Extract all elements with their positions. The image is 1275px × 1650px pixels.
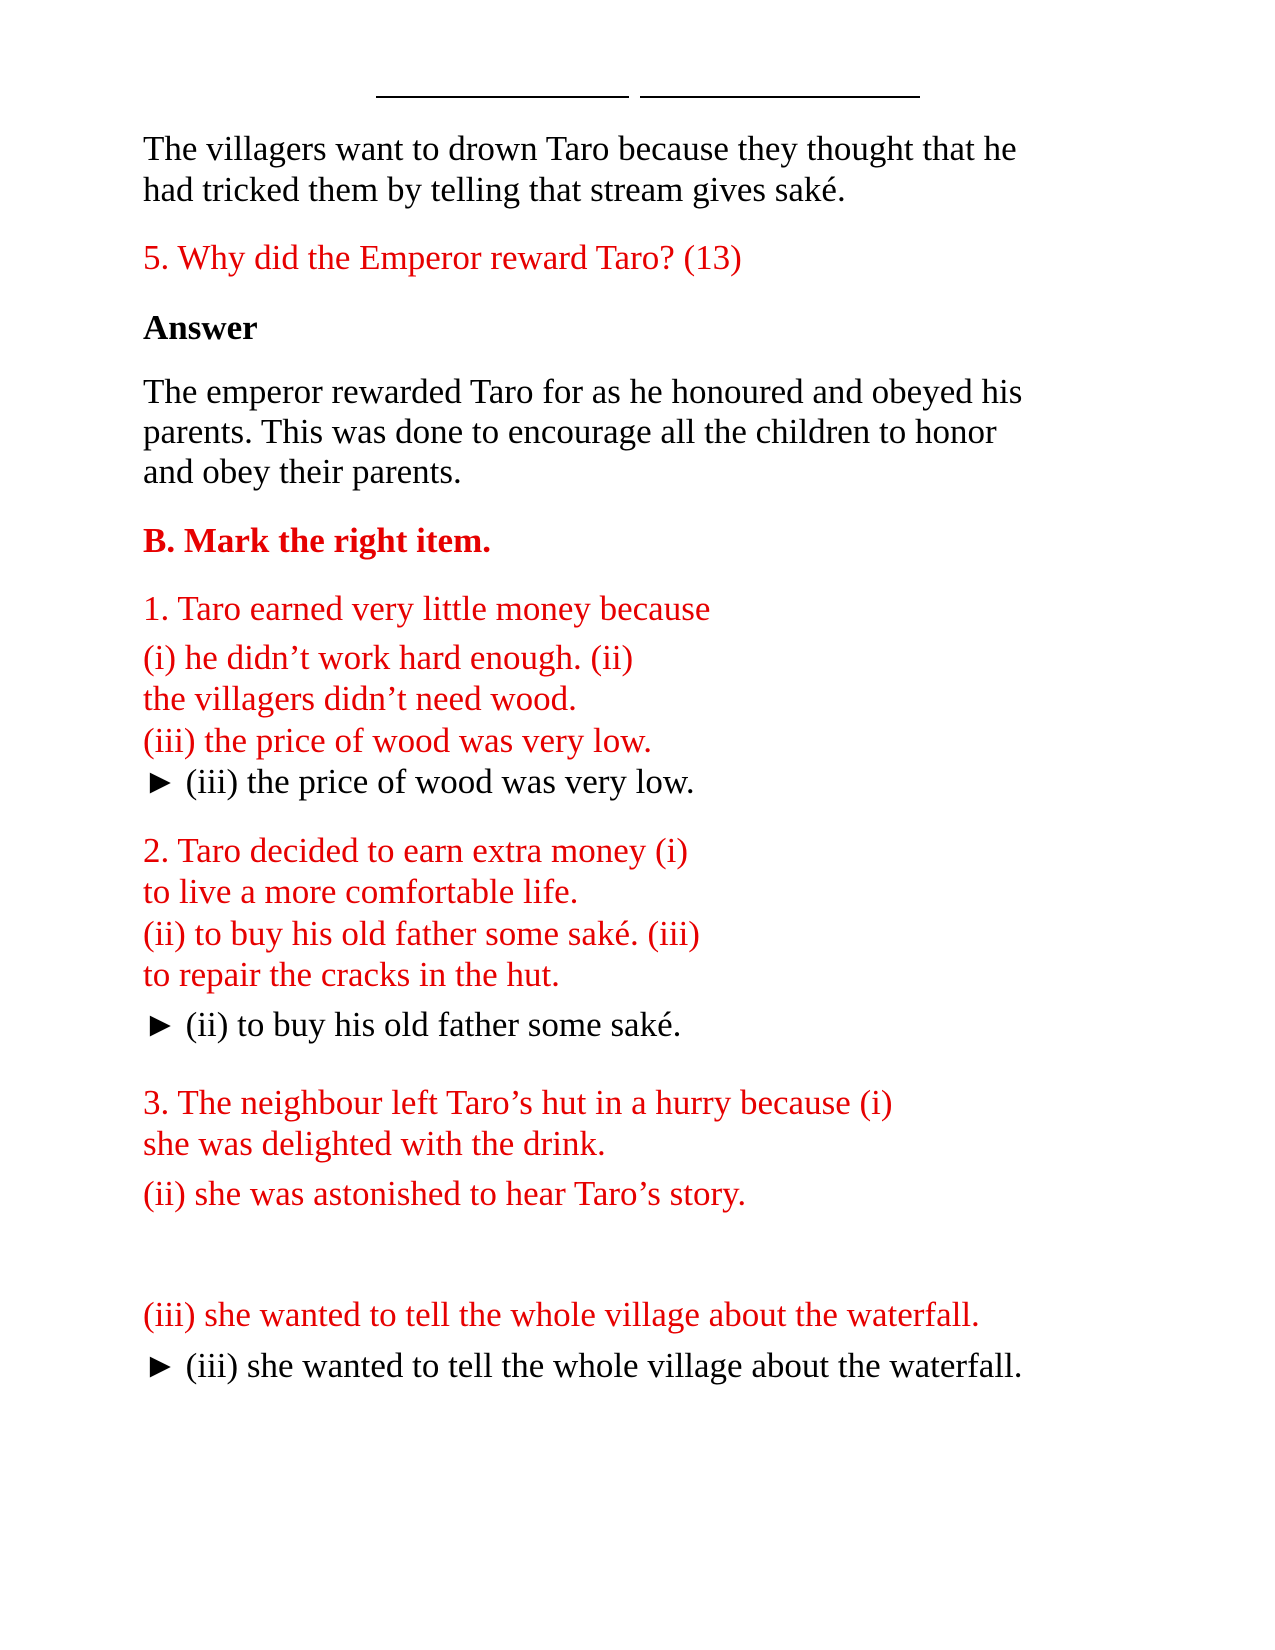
item-1-answer <box>143 761 695 803</box>
item-3-line-4: (iii) she wanted to tell the whole village about the waterfall. <box>143 1295 980 1334</box>
item-1-line-2: (i) he didn’t work hard enough. (ii) <box>143 638 634 677</box>
item-1-line-1: 1. Taro earned very little money because <box>143 589 711 628</box>
item-2-answer-text: (ii) to buy his old father some saké. <box>185 1005 682 1044</box>
item-2-line-2: to live a more comfortable life. <box>143 872 579 911</box>
item-2-line-4: to repair the cracks in the hut. <box>143 955 560 994</box>
answer-5-line-1: The emperor rewarded Taro for as he honoured and obeyed his <box>143 372 1023 411</box>
item-1-line-3: the villagers didn’t need wood. <box>143 679 577 718</box>
answer-5-line-3: and obey their parents. <box>143 452 462 491</box>
item-2-line-1: 2. Taro decided to earn extra money (i) <box>143 831 689 870</box>
item-1-line-4: (iii) the price of wood was very low. <box>143 721 652 760</box>
item-2-line-3: (ii) to buy his old father some saké. (iii) <box>143 914 700 953</box>
prev-answer-line-2: had tricked them by telling that stream gives saké. <box>143 170 846 209</box>
item-3-answer-text: (iii) she wanted to tell the whole village about the waterfall. <box>185 1346 1023 1385</box>
section-b-heading: B. Mark the right item. <box>143 521 491 560</box>
prev-answer-line-1: The villagers want to drown Taro because they thought that he <box>143 129 1017 168</box>
item-2-answer <box>143 1004 681 1046</box>
header-blank-lines <box>376 96 926 98</box>
pointer-arrow-icon: ► <box>143 1005 178 1044</box>
question-5: 5. Why did the Emperor reward Taro? (13) <box>143 238 742 277</box>
item-3-line-3: (ii) she was astonished to hear Taro’s story. <box>143 1174 747 1213</box>
pointer-arrow-icon: ► <box>143 762 178 801</box>
item-3-answer <box>143 1345 1022 1387</box>
pointer-arrow-icon: ► <box>143 1346 178 1385</box>
item-3-line-2: she was delighted with the drink. <box>143 1124 606 1163</box>
answer-label: Answer <box>143 308 258 347</box>
blank-line-2 <box>640 96 920 98</box>
item-3-line-1: 3. The neighbour left Taro’s hut in a hurry because (i) <box>143 1083 893 1122</box>
item-1-answer-text: (iii) the price of wood was very low. <box>185 762 695 801</box>
blank-line-1 <box>376 96 629 98</box>
answer-5-line-2: parents. This was done to encourage all the children to honor <box>143 412 997 451</box>
